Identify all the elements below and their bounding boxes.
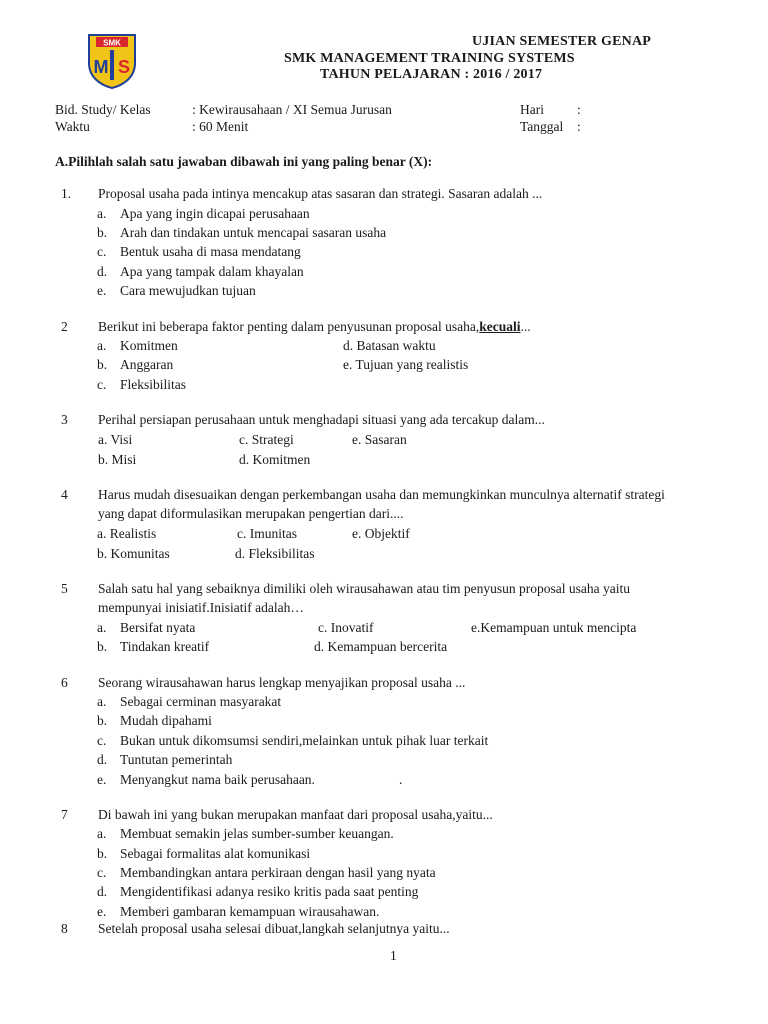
q3-number: 3: [61, 412, 68, 427]
academic-year: TAHUN PELAJARAN : 2016 / 2017: [320, 67, 543, 82]
q4-option-e: e. Objektif: [352, 526, 410, 541]
q2-option-letter: c.: [97, 377, 107, 392]
q7-number: 7: [61, 807, 68, 822]
q3-option-c: c. Strategi: [239, 432, 294, 447]
q1-option-letter: b.: [97, 225, 108, 240]
q2-option-text: Anggaran: [120, 357, 174, 372]
instruction: A.Pilihlah salah satu jawaban dibawah ini yang paling benar (X):: [55, 154, 433, 169]
q3-text: Perihal persiapan perusahaan untuk menghadapi situasi yang ada tercakup dalam...: [98, 412, 545, 427]
exam-title: UJIAN SEMESTER GENAP: [472, 34, 652, 49]
q1-option-text: Apa yang tampak dalam khayalan: [120, 264, 304, 279]
q2-tail: ...: [520, 319, 531, 334]
q3-option-e: e. Sasaran: [352, 432, 407, 447]
q7-option-text: Memberi gambaran kemampuan wirausahawan.: [120, 904, 380, 919]
bid-value: : Kewirausahaan / XI Semua Jurusan: [192, 102, 392, 117]
q8-number: 8: [61, 921, 68, 936]
q2-option-text: Komitmen: [120, 338, 178, 353]
q2-option-e: e. Tujuan yang realistis: [343, 357, 469, 372]
q6-number: 6: [61, 675, 68, 690]
q2-stem: Berikut ini beberapa faktor penting dalam penyusunan proposal usaha,: [98, 319, 480, 334]
q4-text-line1: Harus mudah disesuaikan dengan perkembangan usaha dan memungkinkan munculnya alternatif strategi: [98, 487, 665, 502]
svg-text:M: M: [93, 57, 109, 77]
q7-option-text: Sebagai formalitas alat komunikasi: [120, 846, 311, 861]
q3-option-a: a. Visi: [98, 432, 133, 447]
tanggal-label: Tanggal: [520, 119, 564, 134]
q2-emphasis: kecuali: [479, 319, 521, 334]
q2-number: 2: [61, 319, 68, 334]
q1-option-text: Arah dan tindakan untuk mencapai sasaran usaha: [120, 225, 387, 240]
q2-option-text: Fleksibilitas: [120, 377, 187, 392]
q1-option-letter: c.: [97, 244, 107, 259]
q5-number: 5: [61, 581, 68, 596]
q6-option-text: Tuntutan pemerintah: [120, 752, 233, 767]
q5-option-c: c. Inovatif: [318, 620, 374, 635]
q1-option-text: Cara mewujudkan tujuan: [120, 283, 256, 298]
q6-option-text: Sebagai cerminan masyarakat: [120, 694, 282, 709]
q1-option-text: Apa yang ingin dicapai perusahaan: [120, 206, 310, 221]
q4-option-d: d. Fleksibilitas: [235, 546, 315, 561]
q1-number: 1.: [61, 186, 72, 201]
q5-text-line2: mempunyai inisiatif.Inisiatif adalah…: [98, 600, 304, 615]
school-name: SMK MANAGEMENT TRAINING SYSTEMS: [284, 51, 575, 66]
q2-option-letter: a.: [97, 338, 107, 353]
q5-option-letter: a.: [97, 620, 107, 635]
logo-smk-text: SMK: [103, 38, 121, 48]
q4-text-line2: yang dapat diformulasikan merupakan pengertian dari....: [98, 506, 404, 521]
q2-option-letter: b.: [97, 357, 108, 372]
bid-label: Bid. Study/ Kelas: [55, 102, 151, 117]
q6-option-text: Menyangkut nama baik perusahaan.: [120, 772, 315, 787]
waktu-value: : 60 Menit: [192, 119, 249, 134]
q7-option-text: Membandingkan antara perkiraan dengan hasil yang nyata: [120, 865, 436, 880]
q6-text: Seorang wirausahawan harus lengkap menyajikan proposal usaha ...: [98, 675, 466, 690]
q5-option-d: d. Kemampuan bercerita: [314, 639, 448, 654]
q4-option-a: a. Realistis: [97, 526, 157, 541]
q3-option-d: d. Komitmen: [239, 452, 311, 467]
q1-text: Proposal usaha pada intinya mencakup atas sasaran dan strategi. Sasaran adalah ...: [98, 186, 543, 201]
q2-text: [98, 319, 531, 335]
q6-option-text: Bukan untuk dikomsumsi sendiri,melainkan untuk pihak luar terkait: [120, 733, 489, 748]
q6-option-letter: a.: [97, 694, 107, 709]
q7-option-letter: c.: [97, 865, 107, 880]
q7-option-text: Mengidentifikasi adanya resiko kritis pada saat penting: [120, 884, 419, 899]
q1-option-letter: d.: [97, 264, 108, 279]
q5-option-text: Tindakan kreatif: [120, 639, 210, 654]
q1-option-text: Bentuk usaha di masa mendatang: [120, 244, 301, 259]
q7-option-letter: e.: [97, 904, 107, 919]
q6-option-text: Mudah dipahami: [120, 713, 212, 728]
q7-option-letter: a.: [97, 826, 107, 841]
q7-text: Di bawah ini yang bukan merupakan manfaat dari proposal usaha,yaitu...: [98, 807, 493, 822]
q4-option-c: c. Imunitas: [237, 526, 297, 541]
q7-option-letter: d.: [97, 884, 108, 899]
tanggal-value: :: [577, 119, 581, 134]
q6-option-letter: b.: [97, 713, 108, 728]
q6-option-letter: d.: [97, 752, 108, 767]
q7-option-text: Membuat semakin jelas sumber-sumber keuangan.: [120, 826, 394, 841]
q2-option-d: d. Batasan waktu: [343, 338, 436, 353]
q4-number: 4: [61, 487, 68, 502]
svg-text:S: S: [117, 57, 131, 77]
q6-stray-dot: .: [399, 772, 403, 787]
hari-value: :: [577, 102, 581, 117]
q1-option-letter: e.: [97, 283, 107, 298]
q4-option-b: b. Komunitas: [97, 546, 170, 561]
page-number: 1: [390, 948, 397, 963]
q6-option-letter: e.: [97, 772, 107, 787]
q3-option-b: b. Misi: [98, 452, 137, 467]
hari-label: Hari: [520, 102, 544, 117]
q5-text-line1: Salah satu hal yang sebaiknya dimiliki oleh wirausahawan atau tim penyusun proposal usaha yaitu: [98, 581, 630, 596]
q1-option-letter: a.: [97, 206, 107, 221]
q5-option-letter: b.: [97, 639, 108, 654]
q5-option-text: Bersifat nyata: [120, 620, 196, 635]
school-logo: [86, 33, 138, 89]
q5-option-e: e.Kemampuan untuk mencipta: [471, 620, 637, 635]
q8-text: Setelah proposal usaha selesai dibuat,langkah selanjutnya yaitu...: [98, 921, 450, 936]
waktu-label: Waktu: [55, 119, 90, 134]
q7-option-letter: b.: [97, 846, 108, 861]
q6-option-letter: c.: [97, 733, 107, 748]
